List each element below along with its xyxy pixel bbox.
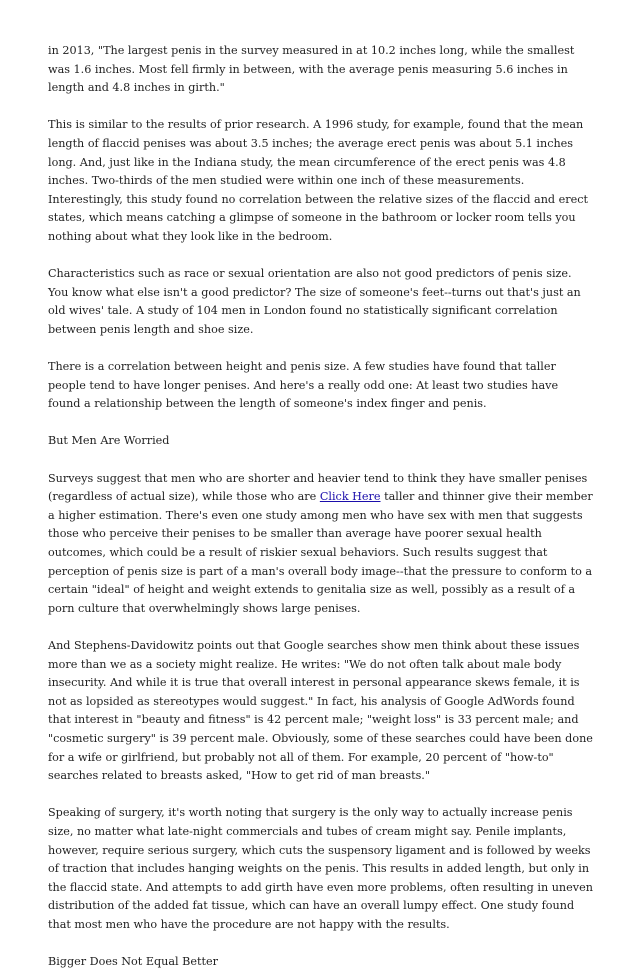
paragraph-google-searches: And Stephens-Davidowitz points out that Google searches show men think about these issues more than we as a society might realize. He writes: "We do not often talk about male body insecurity. And while it is true that overall interest in personal appearance skews female, it is not as lopsided as stereotypes would suggest." In fact, his analysis of Google AdWords found that interest in "beauty and fitness" is 42 percent male; "weight loss" is 33 percent male; and "cosmetic surgery" is 39 percent male. Obviously, some of these searches could have been done for a wife or girlfriend, but probably not all of them. For example, 20 percent of "how-to" searches related to breasts asked, "How to get rid of man breasts.": [48, 639, 593, 783]
paragraph-surveys: [48, 470, 594, 619]
paragraph-survey-results: in 2013, "The largest penis in the survey measured in at 10.2 inches long, while the smallest was 1.6 inches. Most fell firmly in between, with the average penis measuring 5.6 inches in length and 4.8 inches in girth.": [48, 44, 575, 95]
paragraph-prior-research: This is similar to the results of prior research. A 1996 study, for example, found that the mean length of flaccid penises was about 3.5 inches; the average erect penis was about 5.1 inches long. And, just like in the Indiana study, the mean circumference of the erect penis was 4.8 inches. Two-thirds of the men studied were within one inch of these measurements. Interestingly, this study found no correlation between the relative sizes of the flaccid and erect states, which means catching a glimpse of someone in the bathroom or locker room tells you nothing about what they look like in the bedroom.: [48, 118, 588, 243]
paragraph-surgery: Speaking of surgery, it's worth noting that surgery is the only way to actually increase penis size, no matter what late-night commercials and tubes of cream might say. Penile implants, however, require serious surgery, which cuts the suspensory ligament and is followed by weeks of traction that includes hanging weights on the penis. This results in added length, but only in the flaccid state. And attempts to add girth have even more problems, often resulting in uneven distribution of the added fat tissue, which can have an overall lumpy effect. One study found that most men who have the procedure are not happy with the results.: [48, 806, 593, 931]
click-here-link[interactable]: Click Here: [319, 490, 381, 504]
paragraph-surveys-text-before: Surveys suggest that men who are shorter and heavier tend to think they have smaller penises (regardless of actual size), while those who are: [48, 471, 588, 504]
paragraph-height-correlation: There is a correlation between height and penis size. A few studies have found that taller people tend to have longer penises. And here's a really odd one: At least two studies have found a relationship between the length of someone's index finger and penis.: [48, 360, 559, 411]
section-heading-bigger-not-better: Bigger Does Not Equal Better: [48, 955, 218, 969]
section-heading-men-worried: But Men Are Worried: [48, 434, 170, 448]
paragraph-surveys-text-after: taller and thinner give their member a higher estimation. There's even one study among men who have sex with men that suggests those who perceive their penises to be smaller than average have poorer sexual health outcomes, which could be a result of riskier sexual behaviors. Such results suggest that perception of penis size is part of a man's overall body image--that the pressure to conform to a certain "ideal" of height and weight extends to genitalia size as well, possibly as a result of a porn culture that overwhelmingly shows large penises.: [48, 490, 593, 615]
paragraph-predictors: Characteristics such as race or sexual orientation are also not good predictors of penis size. You know what else isn't a good predictor? The size of someone's feet--turns out that's just an old wives' tale. A study of 104 men in London found no statistically significant correlation between penis length and shoe size.: [48, 267, 581, 336]
